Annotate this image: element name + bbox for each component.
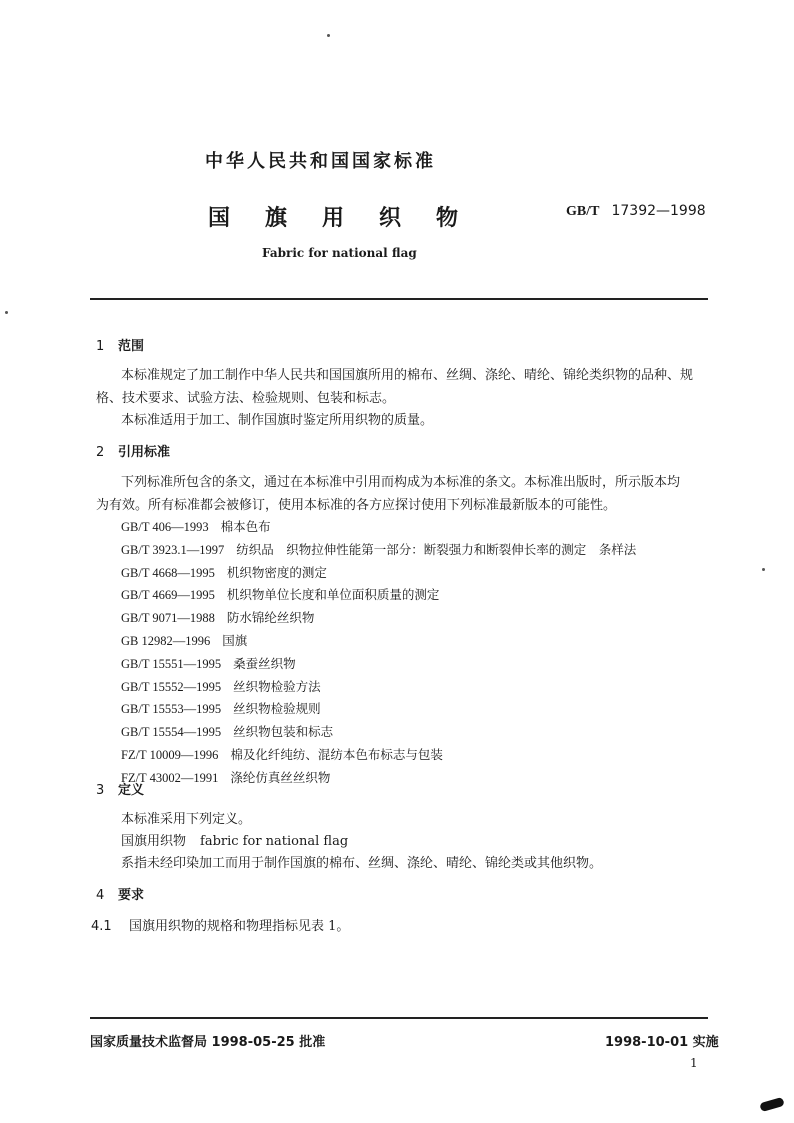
reference-title: 机织物密度的测定 [226, 564, 327, 580]
reference-item [121, 517, 271, 535]
reference-title: 桑蚕丝织物 [233, 655, 296, 671]
header-divider [90, 298, 708, 300]
reference-item [121, 677, 321, 695]
reference-title: 棉本色布 [220, 519, 271, 534]
definition-text: 系指未经印染加工而用于制作国旗的棉布、丝绸、涤纶、晴纶、锦纶类或其他织物。 [121, 856, 603, 871]
section-heading-scope: 1 范围 [96, 339, 145, 354]
reference-item [121, 563, 327, 581]
scope-paragraph-line: 格、技术要求、试验方法、检验规则、包装和标志。 [96, 391, 396, 406]
title-char: 旗 [264, 206, 287, 231]
reference-item [121, 608, 314, 626]
reference-code: FZ/T 10009—1996 [121, 748, 219, 762]
scan-speck [5, 311, 8, 314]
section-heading-definitions: 3 定义 [96, 783, 145, 798]
reference-title: 机织物单位长度和单位面积质量的测定 [226, 587, 440, 603]
reference-title: 国旗 [222, 633, 248, 648]
reference-title: 涤纶仿真丝丝织物 [230, 769, 331, 785]
reference-item [121, 768, 330, 786]
reference-title: 棉及化纤纯纺、混纺本色布标志与包装 [230, 747, 443, 762]
scan-speck [762, 568, 765, 571]
references-intro-line: 为有效。所有标准都会被修订，使用本标准的各方应探讨使用下列标准最新版本的可能性。 [96, 498, 617, 513]
reference-code: GB/T 15551—1995 [121, 656, 222, 671]
requirement-4-1 [91, 915, 349, 934]
reference-item [121, 745, 443, 763]
reference-title: 防水锦纶丝织物 [226, 610, 315, 626]
reference-item [121, 722, 333, 740]
reference-code: GB/T 15554—1995 [121, 725, 222, 740]
document-title [208, 201, 458, 232]
reference-code: GB/T 15553—1995 [121, 702, 222, 717]
section-heading-requirements: 4 要求 [96, 888, 145, 903]
reference-title: 纺织品 织物拉伸性能第一部分：断裂强力和断裂伸长率的测定 条样法 [236, 541, 637, 557]
scan-mark [759, 1097, 785, 1112]
reference-code: GB/T 406—1993 [121, 520, 209, 534]
footer-divider [90, 1017, 708, 1019]
reference-item [121, 631, 247, 649]
clause-number: 4.1 [91, 919, 112, 934]
national-standard-heading: 中华人民共和国国家标准 [205, 151, 436, 172]
definitions-paragraph: 本标准采用下列定义。 [121, 812, 252, 827]
reference-item [121, 540, 636, 558]
reference-title: 丝织物包装和标志 [233, 724, 334, 740]
reference-item [121, 585, 439, 603]
title-char: 用 [321, 206, 344, 231]
references-intro-line: 下列标准所包含的条文，通过在本标准中引用而构成为本标准的条文。本标准出版时，所示版本均 [121, 475, 681, 490]
title-char: 物 [435, 206, 458, 231]
reference-title: 丝织物检验方法 [233, 678, 321, 694]
approval-line: 国家质量技术监督局 1998-05-25 批准 [90, 1035, 326, 1050]
reference-code: GB/T 4668—1995 [121, 565, 215, 580]
english-title: Fabric for national flag [262, 246, 417, 260]
reference-title: 丝织物检验规则 [233, 701, 321, 717]
standard-code: GB/T [566, 204, 600, 219]
standard-number [566, 203, 706, 220]
page-number: 1 [690, 1056, 698, 1070]
standard-year-number: 17392—1998 [611, 203, 706, 219]
scope-paragraph: 本标准适用于加工、制作国旗时鉴定所用织物的质量。 [121, 413, 434, 428]
term-chinese: 国旗用织物 [121, 834, 187, 849]
reference-code: GB/T 4669—1995 [121, 588, 215, 603]
scan-speck [327, 34, 330, 37]
reference-code: GB/T 3923.1—1997 [121, 542, 225, 557]
section-heading-references: 2 引用标准 [96, 445, 171, 460]
clause-text: 国旗用织物的规格和物理指标见表 1。 [129, 919, 350, 934]
reference-item [121, 654, 296, 672]
definition-term [121, 830, 348, 849]
reference-code: GB 12982—1996 [121, 634, 211, 648]
title-char: 织 [378, 206, 401, 231]
reference-code: FZ/T 43002—1991 [121, 770, 219, 785]
term-english: fabric for national flag [200, 834, 349, 849]
scope-paragraph-line: 本标准规定了加工制作中华人民共和国国旗所用的棉布、丝绸、涤纶、晴纶、锦纶类织物的品种、规 [121, 368, 694, 383]
reference-code: GB/T 9071—1988 [121, 611, 215, 626]
reference-item [121, 699, 321, 717]
implementation-date: 1998-10-01 实施 [605, 1035, 719, 1050]
title-char: 国 [208, 206, 231, 231]
reference-code: GB/T 15552—1995 [121, 679, 222, 694]
